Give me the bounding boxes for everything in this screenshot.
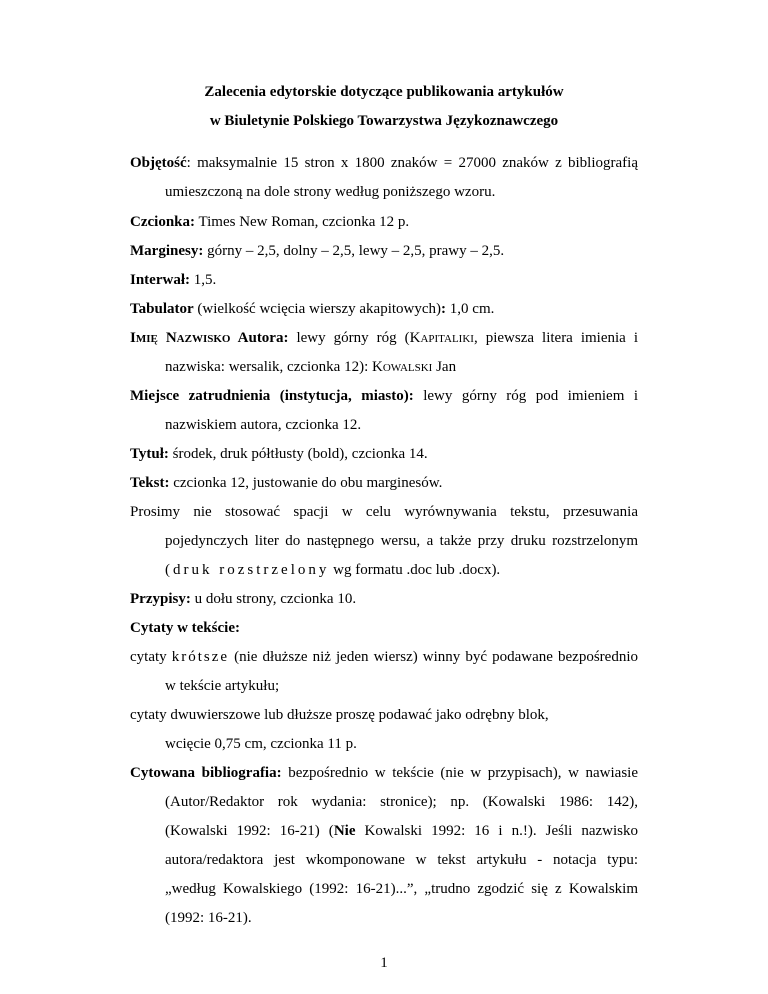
cytowana-line-2: (Autor/Redaktor rok wydania: stronice); np. (Kowalski 1986: 142),	[165, 794, 638, 810]
label-cytowana: Cytowana bibliografia:	[130, 765, 282, 781]
czcionka-text: Times New Roman, czcionka 12 p.	[195, 214, 410, 230]
cytaty1-line-2: w tekście artykułu;	[165, 678, 280, 694]
imie-line2-a: nazwiska: wersalik, czcionka 12):	[165, 359, 373, 375]
marginesy-text: górny – 2,5, dolny – 2,5, lewy – 2,5, prawy – 2,5.	[203, 243, 505, 259]
label-objetosc: Objętość	[130, 155, 187, 171]
tabulator-line	[130, 299, 638, 319]
objetosc-text: : maksymalnie 15 stron x 1800 znaków = 27000 znaków z bibliografią	[186, 155, 638, 171]
miejsce-line-1	[130, 386, 638, 406]
cytaty2-line-1: cytaty dwuwierszowe lub dłuższe proszę podawać jako odrębny blok,	[130, 707, 549, 723]
przypisy-line	[130, 589, 638, 609]
imie-line-2	[165, 357, 638, 377]
imie-line2-c: Jan	[432, 359, 457, 375]
cytaty2-line-2: wcięcie 0,75 cm, czcionka 11 p.	[165, 736, 357, 752]
prosimy-line-2: pojedynczych liter do następnego wersu, a także przy druku rozstrzelonym	[165, 533, 638, 549]
cytaty1-a: cytaty	[130, 649, 172, 665]
imie-text-a: lewy górny róg (	[288, 330, 410, 346]
cytowana-line-1	[130, 763, 638, 783]
interwal-text: 1,5.	[190, 272, 217, 288]
cytowana-line3-c: Kowalski 1992: 16 i n.!). Jeśli nazwisko	[355, 823, 638, 839]
label-przypisy: Przypisy:	[130, 591, 191, 607]
label-tekst: Tekst:	[130, 475, 170, 491]
tekst-text: czcionka 12, justowanie do obu marginesów.	[169, 475, 443, 491]
cytaty-heading	[130, 618, 638, 638]
imie-kowalski: Kowalski	[372, 359, 433, 375]
label-tytul: Tytuł:	[130, 446, 169, 462]
imie-line-1	[130, 328, 638, 348]
objetosc-line-2: umieszczoną na dole strony według poniższego wzoru.	[165, 184, 496, 200]
tabulator-colon: :	[441, 301, 447, 317]
cytowana-line-6: (1992: 16-21).	[165, 910, 252, 926]
prosimy-line-1: Prosimy nie stosować spacji w celu wyrównywania tekstu, przesuwania	[130, 504, 638, 520]
cytaty1-line-1	[130, 647, 638, 667]
cytowana-line-5: „według Kowalskiego (1992: 16-21)...”, „trudno zgodzić się z Kowalskim	[165, 881, 638, 897]
marginesy-line	[130, 241, 638, 261]
cytaty1-krotsze: krótsze	[171, 649, 230, 665]
czcionka-line	[130, 212, 638, 232]
cytowana-text-1: bezpośrednio w tekście (nie w przypisach), w nawiasie	[281, 765, 638, 781]
label-autora: Autora:	[230, 330, 289, 346]
imie-kapitaliki: Kapitaliki	[409, 330, 474, 346]
objetosc-line-1	[130, 153, 638, 173]
miejsce-line-2: nazwiskiem autora, czcionka 12.	[165, 417, 362, 433]
tytul-line	[130, 444, 638, 464]
label-miejsce: Miejsce zatrudnienia (instytucja, miasto):	[130, 388, 414, 404]
label-imie-nazwisko: Imię Nazwisko	[130, 330, 231, 346]
title-line-1: Zalecenia edytorskie dotyczące publikowania artykułów	[204, 84, 564, 100]
label-cytaty: Cytaty w tekście:	[130, 620, 240, 636]
cytowana-line-3	[165, 821, 638, 841]
page-number: 1	[380, 955, 388, 971]
cytowana-line3-a: (Kowalski 1992: 16-21) (	[165, 823, 334, 839]
tytul-text: środek, druk półtłusty (bold), czcionka 14.	[168, 446, 428, 462]
title-line-2: w Biuletynie Polskiego Towarzystwa Językoznawczego	[209, 113, 559, 129]
label-marginesy: Marginesy:	[130, 243, 204, 259]
label-interwal: Interwał:	[130, 272, 190, 288]
label-tabulator: Tabulator	[130, 301, 194, 317]
tabulator-text: (wielkość wcięcia wierszy akapitowych)	[193, 301, 442, 317]
tekst-line	[130, 473, 638, 493]
cytaty1-c: (nie dłuższe niż jeden wiersz) winny być podawane bezpośrednio	[229, 649, 638, 665]
interwal-line	[130, 270, 638, 290]
prosimy-line3-rest: wg formatu .doc lub .docx).	[329, 562, 501, 578]
prosimy-line-3	[165, 560, 638, 580]
cytowana-nie: Nie	[333, 823, 356, 839]
tabulator-value: 1,0 cm.	[446, 301, 495, 317]
prosimy-spaced-text: (druk rozstrzelony	[165, 562, 330, 578]
miejsce-text: lewy górny róg pod imieniem i	[413, 388, 638, 404]
imie-text-c: , piewsza litera imienia i	[473, 330, 638, 346]
przypisy-text: u dołu strony, czcionka 10.	[190, 591, 357, 607]
cytowana-line-4: autora/redaktora jest wkomponowane w tekst artykułu - notacja typu:	[165, 852, 638, 868]
label-czcionka: Czcionka:	[130, 214, 195, 230]
